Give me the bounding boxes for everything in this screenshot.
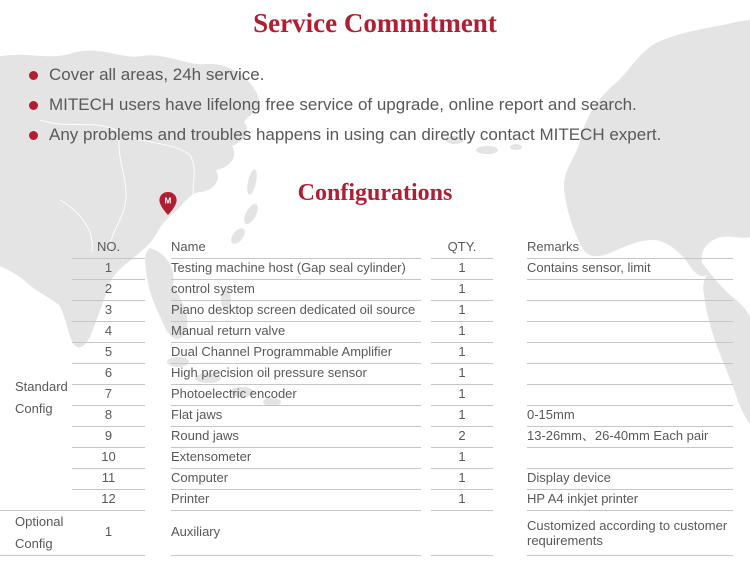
cell-name: control system	[171, 279, 421, 300]
column-gap	[421, 510, 431, 555]
column-gap	[421, 258, 431, 279]
service-bullet-text: Any problems and troubles happens in using can directly contact MITECH expert.	[49, 125, 662, 144]
column-gap	[493, 468, 527, 489]
cell-qty: 1	[431, 468, 493, 489]
column-gap	[421, 405, 431, 426]
cell-no: 6	[72, 363, 145, 384]
column-gap	[493, 342, 527, 363]
cell-remarks	[527, 279, 733, 300]
column-gap	[145, 300, 171, 321]
column-gap	[493, 405, 527, 426]
cell-qty: 1	[431, 300, 493, 321]
column-gap	[493, 321, 527, 342]
header-remarks: Remarks	[527, 236, 733, 258]
service-bullet-text: MITECH users have lifelong free service of upgrade, online report and search.	[49, 95, 637, 114]
service-bullet-text: Cover all areas, 24h service.	[49, 65, 265, 84]
column-gap	[493, 384, 527, 405]
cell-remarks	[527, 300, 733, 321]
cell-remarks: HP A4 inkjet printer	[527, 489, 733, 510]
column-gap	[421, 300, 431, 321]
cell-name: Extensometer	[171, 447, 421, 468]
cell-remarks: 13-26mm、26-40mm Each pair	[527, 426, 733, 447]
column-gap	[145, 510, 171, 555]
column-gap	[421, 468, 431, 489]
table-row	[0, 258, 733, 279]
table-row	[0, 300, 733, 321]
header-name: Name	[171, 236, 421, 258]
cell-no: 2	[72, 279, 145, 300]
cell-no: 9	[72, 426, 145, 447]
table-header-row	[0, 236, 733, 258]
bullet-dot-icon	[29, 101, 38, 110]
column-gap	[493, 447, 527, 468]
column-gap	[493, 279, 527, 300]
svg-text:M: M	[164, 196, 172, 206]
cell-remarks: Contains sensor, limit	[527, 258, 733, 279]
column-gap	[421, 447, 431, 468]
cell-no: 11	[72, 468, 145, 489]
cell-name: Round jaws	[171, 426, 421, 447]
table-row	[0, 321, 733, 342]
bullet-dot-icon	[29, 131, 38, 140]
cell-no: 10	[72, 447, 145, 468]
cell-no: 4	[72, 321, 145, 342]
configurations-title: Configurations	[297, 180, 453, 206]
table-row	[0, 468, 733, 489]
cell-qty: 1	[431, 279, 493, 300]
cell-name: Computer	[171, 468, 421, 489]
cell-no: 1	[72, 258, 145, 279]
column-gap	[493, 426, 527, 447]
column-gap	[421, 489, 431, 510]
cell-remarks: Display device	[527, 468, 733, 489]
column-gap	[493, 258, 527, 279]
cell-remarks	[527, 384, 733, 405]
column-gap	[145, 468, 171, 489]
service-bullet-list	[29, 60, 661, 150]
cell-remarks	[527, 363, 733, 384]
column-gap	[493, 510, 527, 555]
cell-name: Printer	[171, 489, 421, 510]
cell-no: 8	[72, 405, 145, 426]
cell-name: Piano desktop screen dedicated oil source	[171, 300, 421, 321]
cell-qty: 1	[431, 489, 493, 510]
column-gap	[421, 236, 431, 258]
header-no: NO.	[72, 236, 145, 258]
service-bullet	[29, 60, 661, 90]
cell-qty	[431, 510, 493, 555]
cell-name: Auxiliary	[171, 510, 421, 555]
service-bullet	[29, 120, 661, 150]
header-qty: QTY.	[431, 236, 493, 258]
column-gap	[145, 342, 171, 363]
column-gap	[421, 363, 431, 384]
column-gap	[145, 363, 171, 384]
cell-qty: 1	[431, 384, 493, 405]
table-row	[0, 426, 733, 447]
cell-remarks	[527, 447, 733, 468]
column-gap	[493, 236, 527, 258]
column-gap	[421, 342, 431, 363]
cell-name: Dual Channel Programmable Amplifier	[171, 342, 421, 363]
column-gap	[145, 426, 171, 447]
column-gap	[145, 447, 171, 468]
cell-remarks: 0-15mm	[527, 405, 733, 426]
column-gap	[421, 426, 431, 447]
group-label: Optional Config	[0, 510, 72, 555]
column-gap	[145, 279, 171, 300]
configurations-table	[0, 236, 733, 556]
cell-qty: 1	[431, 363, 493, 384]
cell-name: Testing machine host (Gap seal cylinder)	[171, 258, 421, 279]
cell-no: 7	[72, 384, 145, 405]
cell-qty: 2	[431, 426, 493, 447]
column-gap	[145, 321, 171, 342]
cell-no: 5	[72, 342, 145, 363]
cell-qty: 1	[431, 321, 493, 342]
table-row	[0, 510, 733, 555]
table-row	[0, 489, 733, 510]
cell-qty: 1	[431, 258, 493, 279]
column-gap	[145, 489, 171, 510]
cell-name: Photoelectric encoder	[171, 384, 421, 405]
column-gap	[493, 489, 527, 510]
column-gap	[145, 384, 171, 405]
table-row	[0, 405, 733, 426]
cell-no: 3	[72, 300, 145, 321]
cell-remarks	[527, 321, 733, 342]
column-gap	[421, 279, 431, 300]
cell-remarks	[527, 342, 733, 363]
cell-qty: 1	[431, 447, 493, 468]
column-gap	[421, 384, 431, 405]
cell-qty: 1	[431, 405, 493, 426]
group-label: Standard Config	[0, 258, 72, 510]
table-row	[0, 363, 733, 384]
cell-remarks: Customized according to customer requirements	[527, 510, 733, 555]
config-table-body	[0, 258, 733, 555]
column-gap	[493, 363, 527, 384]
header-group-spacer	[0, 236, 72, 258]
service-bullet	[29, 90, 661, 120]
cell-qty: 1	[431, 342, 493, 363]
table-row	[0, 342, 733, 363]
service-commitment-title: Service Commitment	[253, 8, 497, 38]
column-gap	[493, 300, 527, 321]
cell-name: Flat jaws	[171, 405, 421, 426]
table-row	[0, 447, 733, 468]
bullet-dot-icon	[29, 71, 38, 80]
cell-name: Manual return valve	[171, 321, 421, 342]
column-gap	[145, 258, 171, 279]
column-gap	[145, 236, 171, 258]
column-gap	[145, 405, 171, 426]
table-row	[0, 279, 733, 300]
cell-no: 1	[72, 510, 145, 555]
cell-name: High precision oil pressure sensor	[171, 363, 421, 384]
table-row	[0, 384, 733, 405]
cell-no: 12	[72, 489, 145, 510]
location-pin-icon	[159, 192, 177, 215]
column-gap	[421, 321, 431, 342]
